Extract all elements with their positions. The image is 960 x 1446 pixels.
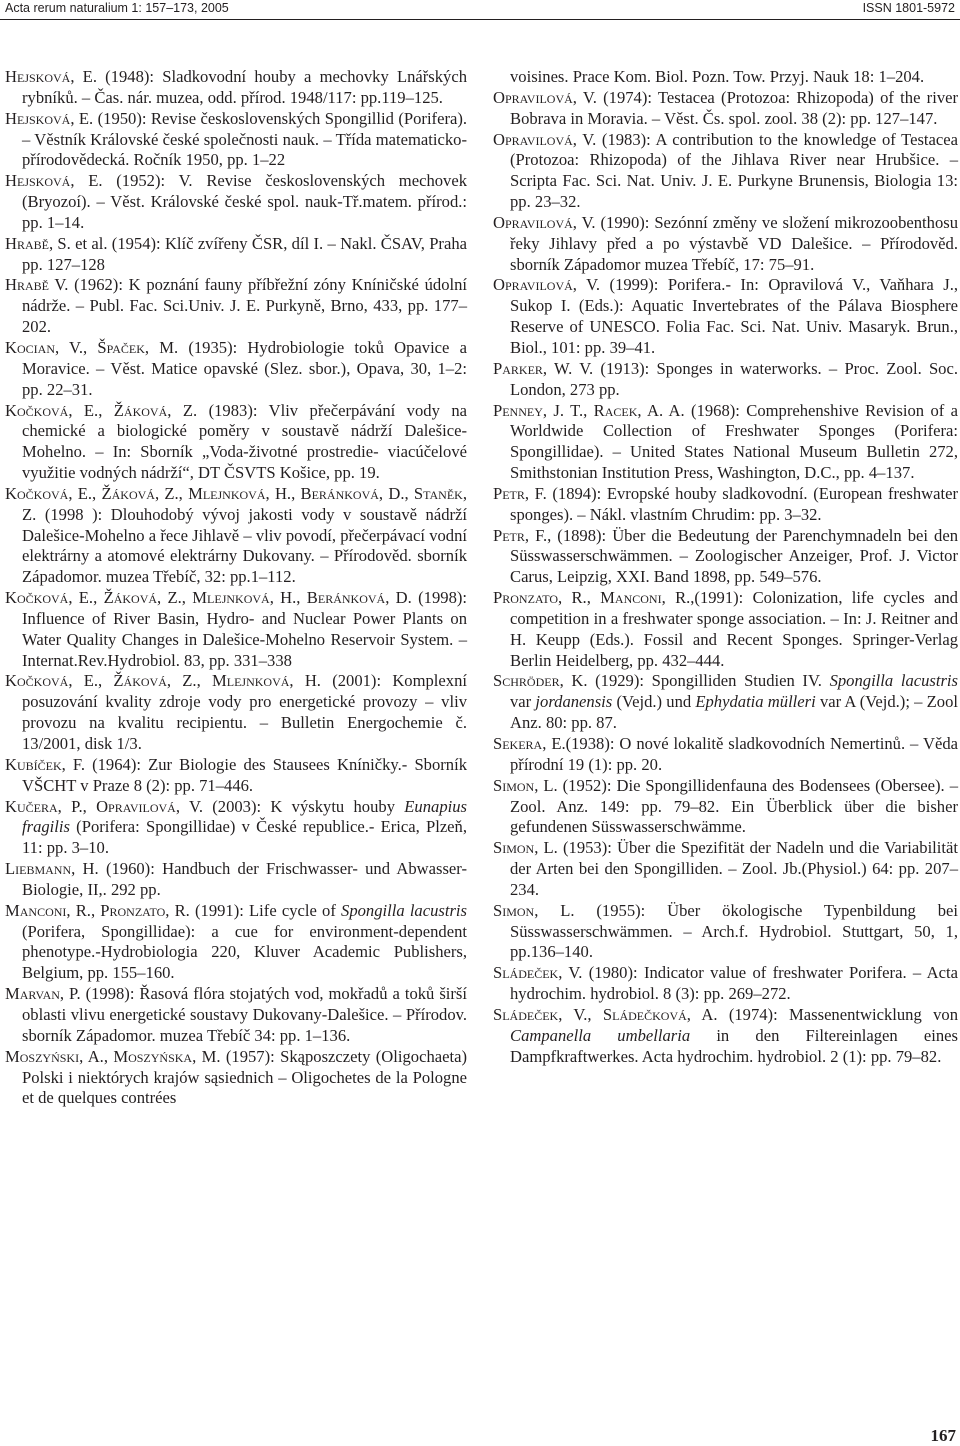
reference-entry bbox=[5, 484, 467, 588]
reference-text: (1948): Sladkovodní houby a mechovky Lnářských rybníků. – Čas. nár. muzea, odd. přírod. 1948/117: pp.119–125. bbox=[22, 67, 467, 107]
reference-text: (1962): K poznání fauny příbřežní zóny Kníničské údolní nádrže. – Publ. Fac. Sci.Univ. J. E. Purkyně, Brno, 433, pp. 177–202. bbox=[22, 275, 468, 337]
reference-authors: Kubíček, F. bbox=[5, 754, 85, 774]
reference-text: (1955): Über ökologische Typenbildung bei Süsswasserschwämmen. – Arch.f. Hydrobiol. Stuttgart, 50, 1, pp.136–140. bbox=[510, 900, 958, 962]
reference-text: (1968): Comprehenshive Revision of a Worldwide Collection of Freshwater Sponges (Porifera: Spongillidae). – United States National Museum Bulletin 272, Smithstonian Institution Press, Washington, D.C., pp. 4–137. bbox=[510, 400, 958, 483]
reference-text: (1952): V. Revise československých mechovek (Bryozoí). – Věst. Královské české spol. nauk-Tř.matem. přírod.: pp. 1–14. bbox=[22, 171, 467, 232]
reference-text: (1991): Life cycle of bbox=[189, 900, 342, 920]
reference-authors: Schröder, K. bbox=[493, 671, 588, 691]
reference-authors: Hejsková, E. bbox=[5, 67, 97, 86]
reference-text: (1974): Testacea (Protozoa: Rhizopoda) of the river Bobrava in Moravia. – Věst. Čs. spol. zool. 38 (2): pp. 127–147. bbox=[510, 87, 959, 128]
reference-text: (1998 ): Dlouhodobý vývoj jakosti vody v soustavě nádrží Dalešice-Mohelno a řece Jihlavě – vliv povodí, přečerpávací vodní elektrárny a atomové elektrárny Dukovany. – Přírodověd. sborník Západomor. muzea Třebíč, 32: pp.1–112. bbox=[22, 504, 467, 587]
reference-authors: Petr, F. bbox=[493, 483, 547, 503]
reference-text: (1950): Revise československých Spongillid (Porifera). – Věstník Královské české společnosti nauk. – Třída matematicko-přírodovědecká. Ročník 1950, pp. 1–22 bbox=[22, 108, 468, 170]
reference-entry bbox=[493, 1005, 958, 1068]
reference-text: var A (Vejd.); – Zool Anz. 80: pp. 87. bbox=[510, 692, 958, 733]
running-header bbox=[0, 0, 960, 22]
reference-authors: Simon, L. bbox=[493, 900, 575, 920]
reference-authors: Moszyński, A., Moszyńska, M. bbox=[5, 1046, 221, 1066]
reference-authors: Liebmann, H. bbox=[5, 859, 99, 879]
reference-text: (1929): Spongilliden Studien IV. bbox=[587, 671, 830, 691]
reference-authors: Hrabě, S. bbox=[5, 233, 71, 253]
reference-text: (Porifera: Spongillidae) v České republice.- Erica, Plzeň, 11: pp. 3–10. bbox=[22, 817, 467, 858]
reference-entry bbox=[5, 1047, 467, 1110]
reference-authors: Hejsková, E. bbox=[5, 108, 94, 128]
reference-authors: Simon, L. bbox=[493, 838, 558, 858]
header-rule bbox=[0, 19, 960, 20]
reference-authors: Manconi, R., Pronzato, R. bbox=[5, 900, 190, 920]
reference-authors: Parker, W. V. bbox=[493, 358, 594, 378]
reference-text: (1998): Influence of River Basin, Hydro- and Nuclear Power Plants on Water Quality Changes in Dalešice-Mohelno Reservoir System. – Internat.Rev.Hydrobiol. 83, pp. 331–338 bbox=[22, 588, 467, 670]
reference-authors: Hrabě V. bbox=[5, 275, 69, 295]
reference-authors: Kočková, E., Žáková, Z., Mlejnková, H., Beránková, D. bbox=[5, 588, 412, 608]
reference-entry bbox=[493, 838, 958, 901]
reference-text: et al. (1954): Klíč zvířeny ČSR, díl I. – Nakl. ČSAV, Praha pp. 127–128 bbox=[22, 233, 467, 274]
reference-authors: Sekera, E. bbox=[493, 734, 566, 753]
reference-entry bbox=[5, 67, 467, 109]
reference-text: (1983): A contribution to the knowledge of Testacea (Protozoa: Rhizopoda) of the Jihlava River near Hrubšice. – Scripta Fac. Sci. Nat. Univ. J. E. Purkyne Brunensis, Biologia 13: pp. 23–32. bbox=[510, 129, 958, 212]
reference-entry bbox=[493, 588, 958, 671]
reference-entry bbox=[493, 734, 958, 776]
reference-taxon: Spongilla lacustris bbox=[341, 900, 467, 920]
reference-authors: Simon, L. bbox=[493, 775, 558, 795]
reference-text: (1980): Indicator value of freshwater Porifera. – Acta hydrochim. hydrobiol. 8 (3): pp. 269–272. bbox=[510, 963, 958, 1004]
reference-text: (2003): K výskytu houby bbox=[202, 796, 405, 816]
page-number: 167 bbox=[930, 1426, 956, 1445]
reference-authors: Marvan, P. bbox=[5, 984, 81, 1004]
reference-authors: Penney, J. T., Racek, A. A. bbox=[493, 400, 685, 420]
reference-text: (1935): Hydrobiologie toků Opavice a Moravice. – Věst. Matice opavské (Slez. sbor.), Opava, 30, 1–2: pp. 22–31. bbox=[22, 337, 467, 399]
reference-text: ,(1991): Colonization, life cycles and competition in a freshwater sponge association. – In: J. Reitner and H. Keupp (Eds.). Fossil and Recent Sponges. Springer-Verlag Berlin Heidelberg, pp. 432–444. bbox=[510, 588, 958, 670]
reference-text: (1957): Skąposzczety (Oligochaeta) Polski i niektórych krajów sąsiednich – Oligochetes de la Pologne et de quelques contrées bbox=[22, 1046, 467, 1108]
reference-entry bbox=[493, 776, 958, 839]
reference-entry bbox=[5, 755, 467, 797]
reference-entry bbox=[5, 401, 467, 484]
reference-authors: Kučera, P., Opravilová, V. bbox=[5, 796, 203, 816]
reference-entry bbox=[5, 338, 467, 401]
references-left-column bbox=[5, 67, 467, 1109]
reference-entry bbox=[5, 859, 467, 901]
reference-text: (1960): Handbuch der Frischwasser- und Abwasser-Biologie, II,. 292 pp. bbox=[22, 859, 467, 899]
reference-authors: Kocian, V., Špaček, M. bbox=[5, 337, 179, 357]
reference-text: (1999): Porifera.- In: Opravilová V., Vaňhara J., Sukop I. (Eds.): Aquatic Invertebrates of the Pálava Biosphere Reserve of UNESCO. Folia Fac. Sci. Nat. Univ. Masaryk. Brun., Biol., 101: pp. 39–41. bbox=[510, 275, 958, 357]
reference-authors: Opravilová, V. bbox=[493, 129, 597, 149]
reference-authors: Kočková, E., Žáková, Z. bbox=[5, 400, 198, 420]
reference-authors: Opravilová, V. bbox=[493, 275, 601, 295]
references-right-column bbox=[493, 67, 958, 1068]
reference-authors: Sládeček, V., Sládečková, A. bbox=[493, 1004, 718, 1024]
reference-text: (1894): Evropské houby sladkovodní. (European freshwater sponges). – Nákl. vlastním Chrudim: pp. 3–32. bbox=[510, 483, 958, 524]
reference-taxon: Spongilla lacustris bbox=[829, 671, 958, 691]
reference-text: in den Filtereinlagen eines Dampfkraftwerkes. Acta hydrochim. hydrobiol. 2 (1): pp. 79–82. bbox=[510, 1025, 958, 1066]
reference-text: (1952): Die Spongillidenfauna des Bodensees (Obersee). – Zool. Anz. 149: pp. 79–82. Ein Überblick über die bisher gefundenen Süsswasserschwämme. bbox=[510, 775, 958, 837]
reference-authors: Kočková, E., Žáková, Z., Mlejnková, H., Beránková, D., Staněk, Z. bbox=[5, 483, 467, 524]
reference-entry bbox=[5, 275, 467, 338]
reference-entry bbox=[5, 109, 467, 172]
reference-text: (1983): Vliv přečerpávání vody na chemické a biologické poměry v soustavě nádrží Dalešice-Mohelno. – In: Sborník „Voda-životné prostredie- viacúčelové využitie vodných nádrží“, DT ČSVTS Košice, pp. 19. bbox=[22, 400, 467, 483]
reference-text: (1913): Sponges in waterworks. – Proc. Zool. Soc. London, 273 pp. bbox=[510, 358, 958, 399]
reference-text: (1898): Über die Bedeutung der Parenchymnadeln bei den Süsswasserschwämmen. – Zoologischer Anzeiger, Prof. J. Victor Carus, Leipzig, XXI. Band 1898, pp. 549–576. bbox=[510, 525, 959, 587]
reference-entry bbox=[493, 526, 958, 589]
reference-entry bbox=[5, 901, 467, 984]
reference-entry bbox=[493, 275, 958, 358]
reference-entry bbox=[5, 171, 467, 234]
reference-taxon: Eunapius fragilis bbox=[22, 796, 467, 837]
reference-text: (1998): Řasová flóra stojatých vod, mokřadů a toků širší oblasti vlivu energetické soustavy Dukovany-Dalešice. – Přírodov. sborník Západomor. muzea Třebíč 34: pp. 1–136. bbox=[22, 984, 467, 1045]
reference-entry bbox=[5, 671, 467, 754]
issn: ISSN 1801-5972 bbox=[862, 1, 955, 15]
reference-taxon: Ephydatia mülleri bbox=[695, 692, 816, 712]
reference-taxon: Campanella umbellaria bbox=[510, 1025, 691, 1045]
journal-citation: Acta rerum naturalium 1: 157–173, 2005 bbox=[5, 1, 229, 15]
reference-taxon: jordanensis bbox=[535, 692, 613, 712]
reference-authors: Opravilová, V. bbox=[493, 87, 597, 107]
reference-text: (Porifera, Spongillidae): a cue for environment-dependent phenotype.-Hydrobiologia 220, Kluver Academic Publishers, Belgium, pp. 155–160. bbox=[22, 921, 467, 983]
reference-entry bbox=[493, 901, 958, 964]
reference-entry bbox=[5, 588, 467, 671]
reference-authors: Opravilová, V. bbox=[493, 212, 596, 232]
reference-authors: Kočková, E., Žáková, Z., Mlejnková, H. bbox=[5, 671, 321, 691]
reference-text: (1953): Über die Spezifität der Nadeln und die Variabilität der Arten bei den Spongilliden. – Zool. Jb.(Physiol.) 64: pp. 207–234. bbox=[510, 838, 958, 899]
reference-entry bbox=[5, 797, 467, 860]
reference-authors: Pronzato, R., Manconi, R. bbox=[493, 588, 691, 608]
reference-entry bbox=[493, 401, 958, 484]
reference-text: var bbox=[510, 692, 536, 712]
reference-entry bbox=[493, 671, 958, 734]
reference-entry bbox=[493, 130, 958, 213]
reference-authors: Petr, F., bbox=[493, 525, 552, 545]
reference-entry bbox=[5, 984, 467, 1047]
reference-entry bbox=[493, 484, 958, 526]
reference-text: (2001): Komplexní posuzování kvality zdroje vody pro energetické provozy – vliv provozu na kvalitu recipientu. – Bulletin Energochemie č. 13/2001, disk 1/3. bbox=[22, 671, 467, 753]
reference-text: (1964): Zur Biologie des Stausees Kníničky.- Sborník VŠCHT v Praze 8 (2): pp. 71–446. bbox=[22, 754, 467, 795]
reference-text: (Vejd.) und bbox=[612, 692, 696, 712]
reference-text: (1938): O nové lokalitě sladkovodních Nemertinů. – Věda přírodní 19 (1): pp. 20. bbox=[510, 734, 958, 774]
reference-continuation: voisines. Prace Kom. Biol. Pozn. Tow. Przyj. Nauk 18: 1–204. bbox=[510, 67, 925, 86]
reference-entry bbox=[493, 963, 958, 1005]
reference-entry bbox=[493, 88, 958, 130]
reference-entry bbox=[5, 234, 467, 276]
reference-entry bbox=[493, 359, 958, 401]
reference-entry bbox=[493, 213, 958, 276]
reference-authors: Sládeček, V. bbox=[493, 963, 583, 983]
reference-authors: Hejsková, E. bbox=[5, 171, 103, 191]
reference-text: (1974): Massenentwicklung von bbox=[717, 1004, 958, 1024]
reference-text: (1990): Sezónní změny ve složení mikrozoobenthosu řeky Jihlavy před a po výstavbě VD Dalešice. – Přírodověd. sborník Západomor muzea Třebíč, 17: 75–91. bbox=[510, 212, 959, 274]
